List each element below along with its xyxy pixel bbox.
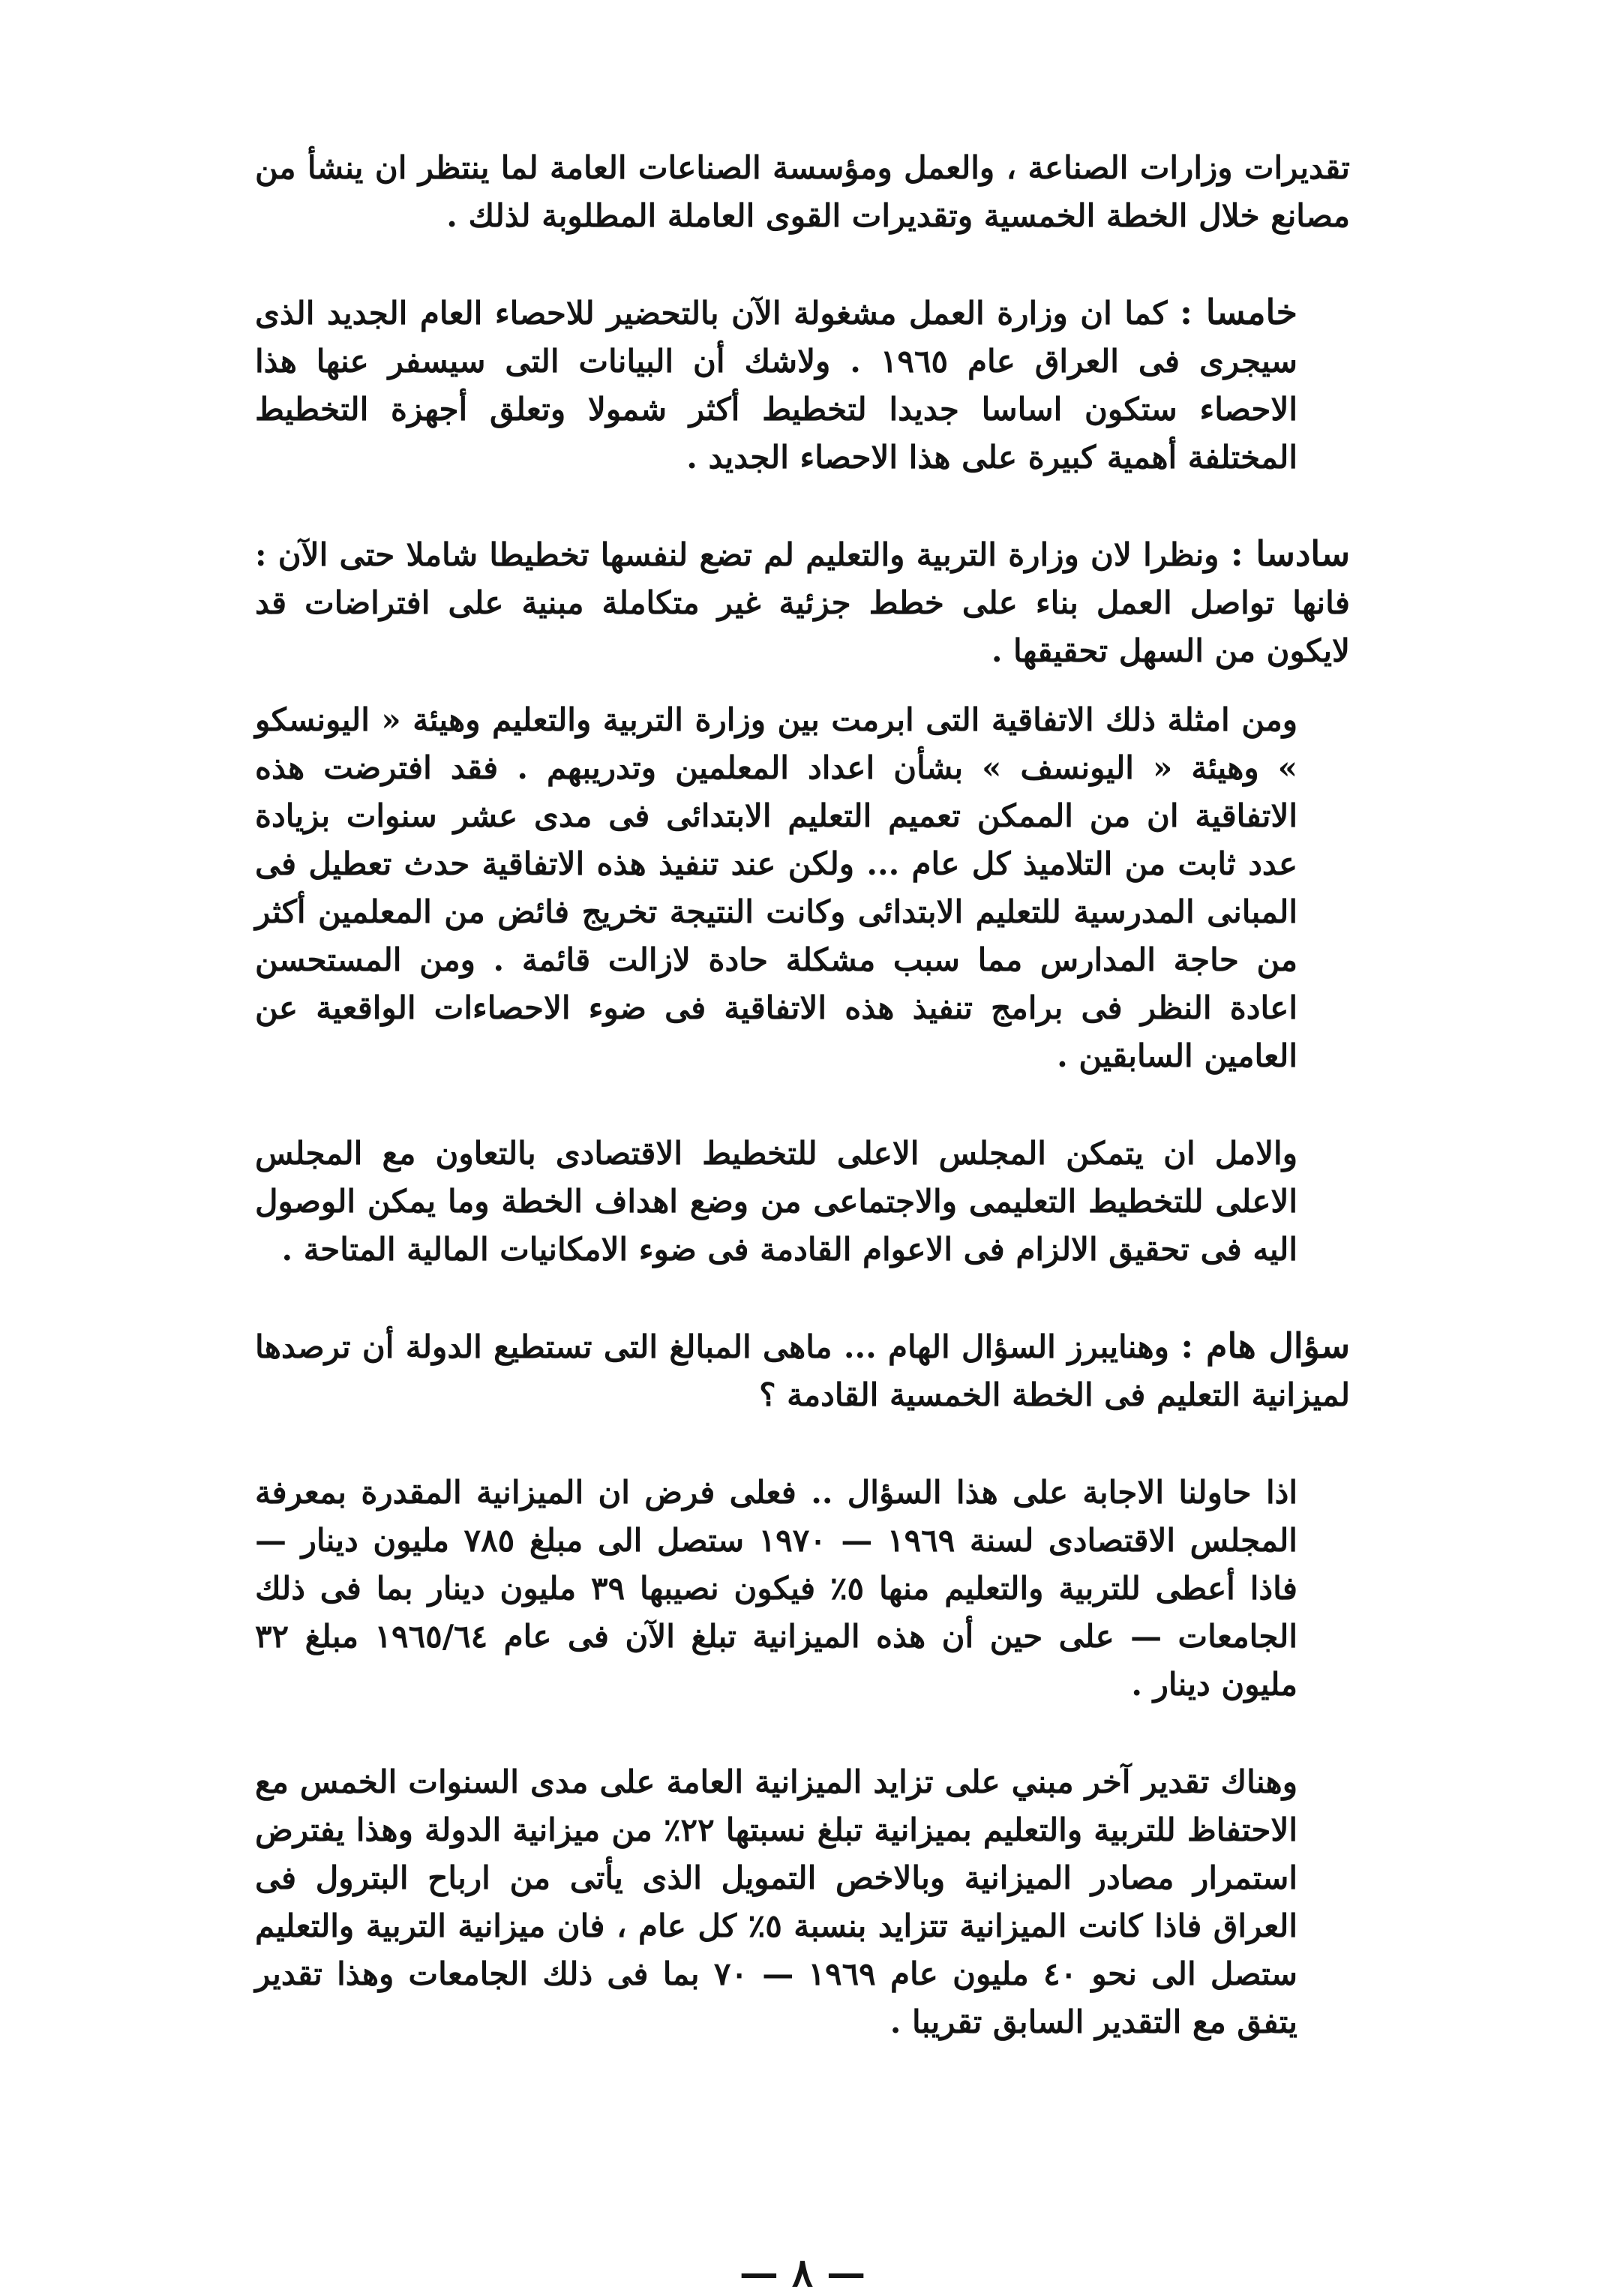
paragraph-7 [255, 1467, 1350, 1709]
paragraph-7-text: اذا حاولنا الاجابة على هذا السؤال .. فعلى فرض ان الميزانية المقدرة بمعرفة المجلس الاقتصادى لسنة ١٩٦٩ — ١٩٧٠ ستصل الى مبلغ ٧٨٥ مليون دينار — فاذا أعطى للتربية والتعليم منها ٥٪ فيكون نصيبها ٣٩ مليون دينار بما فى ذلك الجامعات — على حين أن هذه الميزانية تبلغ الآن فى عام ١٩٦٥/٦٤ مبلغ ٣٢ مليون دينار . [255, 1474, 1298, 1703]
document-page [255, 143, 1350, 2296]
paragraph-3 [255, 530, 1350, 675]
paragraph-1-text: تقديرات وزارات الصناعة ، والعمل ومؤسسة الصناعات العامة لما ينتظر ان ينشأ من مصانع خلال الخطة الخمسية وتقديرات القوى العاملة المطلوبة لذلك . [255, 149, 1350, 234]
paragraph-5-text: والامل ان يتمكن المجلس الاعلى للتخطيط الاقتصادى بالتعاون مع المجلس الاعلى للتخطيط التعليمى والاجتماعى من وضع اهداف الخطة وما يمكن الوصول اليه فى تحقيق الالزام فى الاعوام القادمة فى ضوء الامكانيات المالية المتاحة . [255, 1135, 1298, 1268]
paragraph-8 [255, 1757, 1350, 2046]
paragraph-6-lead: سؤال هام : [1180, 1325, 1350, 1366]
paragraph-2 [255, 288, 1350, 482]
paragraph-5 [255, 1128, 1350, 1274]
paragraph-2-text: كما ان وزارة العمل مشغولة الآن بالتحضير للاحصاء العام الجديد الذى سيجرى فى العراق عام ١٩٦٥ . ولاشك أن البيانات التى سيسفر عنها هذا الاحصاء ستكون اساسا جديدا لتخطيط أكثر شمولا وتعلق أجهزة التخطيط المختلفة أهمية كبيرة على هذا الاحصاء الجديد . [255, 295, 1298, 476]
paragraph-6-text: وهنايبرز السؤال الهام ... ماهى المبالغ التى تستطيع الدولة أن ترصدها لميزانية التعليم فى الخطة الخمسية القادمة ؟ [255, 1328, 1350, 1413]
paragraph-2-lead: خامسا : [1179, 292, 1298, 332]
page-number: — ٨ — [739, 2250, 866, 2296]
paragraph-3-lead: سادسا : [1230, 533, 1350, 574]
paragraph-4 [255, 695, 1350, 1080]
paragraph-3-text: ونظرا لان وزارة التربية والتعليم لم تضع لنفسها تخطيطا شاملا حتى الآن : فانها تواصل العمل بناء على خطط جزئية غير متكاملة مبنية على افتراضات قد لايكون من السهل تحقيقها . [255, 536, 1350, 669]
paragraph-1 [255, 143, 1350, 240]
paragraph-8-text: وهناك تقدير آخر مبني على تزايد الميزانية العامة على مدى السنوات الخمس مع الاحتفاظ للتربية والتعليم بميزانية تبلغ نسبتها ٢٢٪ من ميزانية الدولة وهذا يفترض استمرار مصادر الميزانية وبالاخص التمويل الذى يأتى من ارباح البترول فى العراق فاذا كانت الميزانية تتزايد بنسبة ٥٪ كل عام ، فان ميزانية التربية والتعليم ستصل الى نحو ٤٠ مليون عام ١٩٦٩ — ٧٠ بما فى ذلك الجامعات وهذا تقدير يتفق مع التقدير السابق تقريبا . [255, 1763, 1298, 2040]
paragraph-4-text: ومن امثلة ذلك الاتفاقية التى ابرمت بين وزارة التربية والتعليم وهيئة « اليونسكو » وهيئة « اليونسف » بشأن اعداد المعلمين وتدريبهم . فقد افترضت هذه الاتفاقية ان من الممكن تعميم التعليم الابتدائى فى مدى عشر سنوات بزيادة عدد ثابت من التلاميذ كل عام ... ولكن عند تنفيذ هذه الاتفاقية حدث تعطيل فى المبانى المدرسية للتعليم الابتدائى وكانت النتيجة تخريج فائض من المعلمين أكثر من حاجة المدارس مما سبب مشكلة حادة لازالت قائمة . ومن المستحسن اعادة النظر فى برامج تنفيذ هذه الاتفاقية فى ضوء الاحصاءات الواقعية عن العامين السابقين . [255, 701, 1298, 1074]
paragraph-6 [255, 1322, 1350, 1419]
